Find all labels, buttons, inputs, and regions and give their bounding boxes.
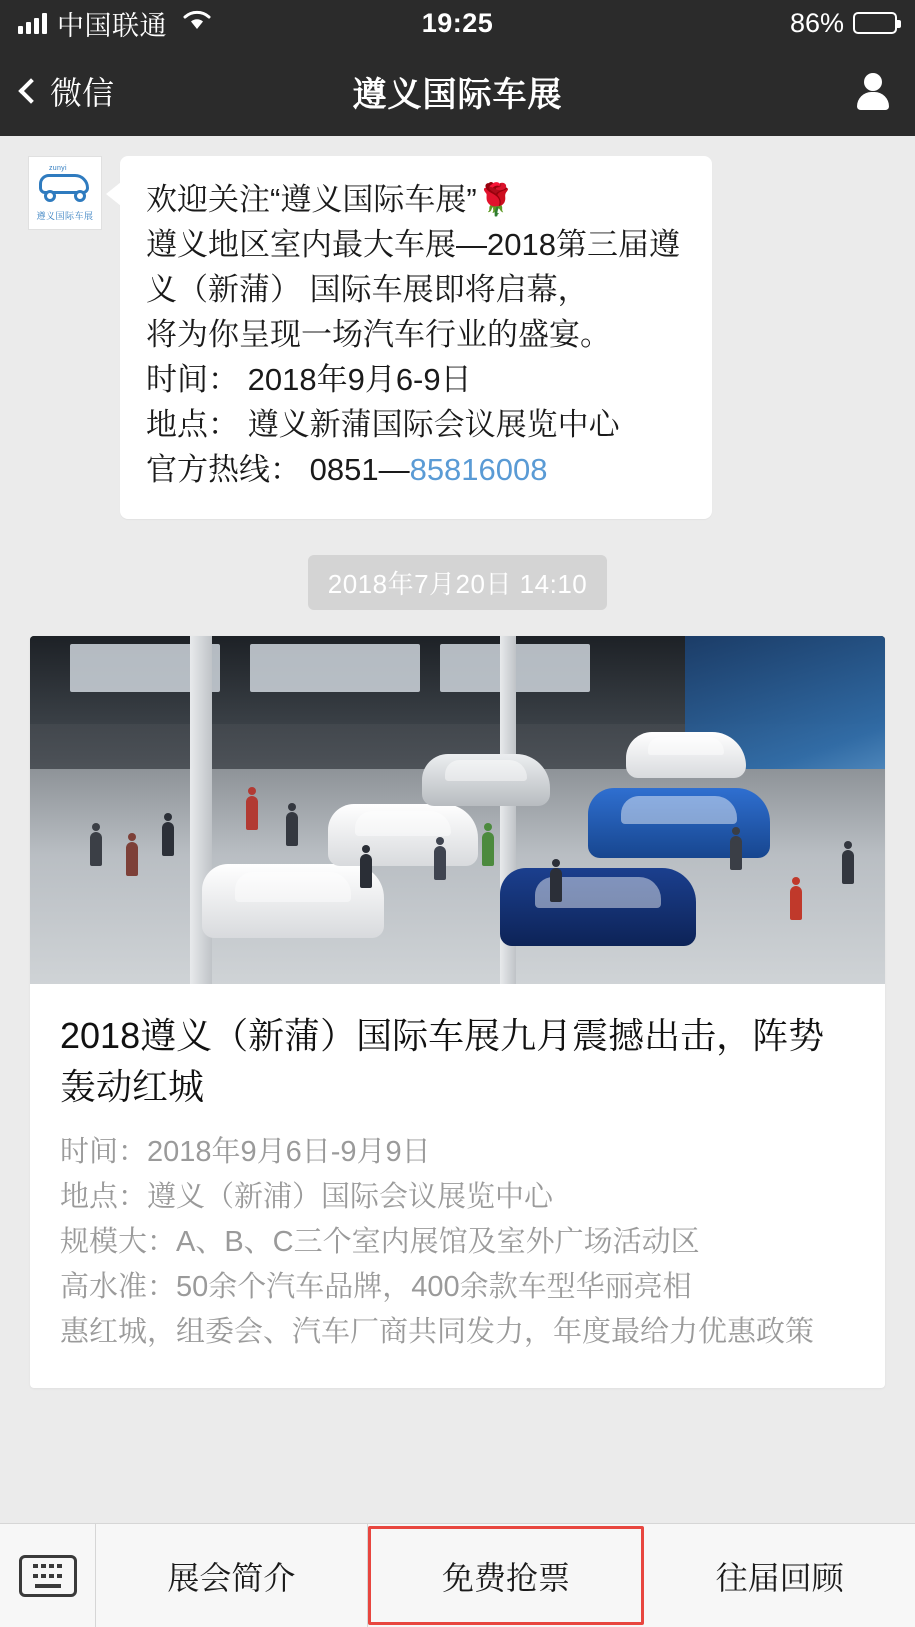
hotline-number-link[interactable]: 85816008: [409, 451, 548, 487]
keyboard-toggle-button[interactable]: [0, 1524, 96, 1627]
article-card[interactable]: [30, 636, 885, 1389]
hotline-label: 官方热线： 0851—: [146, 451, 410, 487]
signal-bars-icon: [18, 12, 47, 34]
menu-item-free-tickets[interactable]: 免费抢票: [368, 1526, 645, 1625]
chat-message-list[interactable]: [0, 136, 915, 1523]
message-row: [0, 156, 915, 519]
back-label: 微信: [50, 75, 115, 111]
battery-percent-label: 86%: [789, 7, 844, 38]
article-body: [30, 984, 885, 1389]
status-clock: 19:25: [421, 7, 494, 38]
article-desc-line-4: 高水准：50余个汽车品牌，400余款车型华丽亮相: [60, 1270, 692, 1303]
menu-item-past-reviews[interactable]: 往届回顾: [715, 1559, 844, 1596]
back-button[interactable]: [22, 68, 114, 114]
bottom-menu-bar: [0, 1523, 915, 1627]
wifi-icon: [181, 8, 213, 39]
article-title: 2018遵义（新蒲）国际车展九月震撼出击，阵势轰动红城: [60, 1014, 825, 1107]
status-bar: [0, 0, 915, 46]
account-logo-icon: [33, 165, 97, 207]
avatar-logo-top-text: zunyi: [49, 164, 67, 172]
page-title: 遵义国际车展: [352, 75, 563, 114]
contact-avatar-icon[interactable]: [853, 71, 893, 111]
text-message-bubble[interactable]: [120, 156, 712, 519]
message-line-3: 将为你呈现一场汽车行业的盛宴。: [146, 316, 611, 352]
message-timestamp: 2018年7月20日 14:10: [308, 555, 608, 610]
avatar-caption: 遵义国际车展: [36, 210, 94, 221]
message-hotline-line: [146, 448, 686, 493]
message-line-5: 地点： 遵义新蒲国际会议展览中心: [146, 406, 620, 442]
status-left: [18, 4, 213, 43]
article-image[interactable]: [30, 636, 885, 984]
timestamp-row: [0, 555, 915, 610]
article-desc-line-1: 时间：2018年9月6日-9月9日: [60, 1135, 431, 1168]
status-right: [790, 8, 897, 39]
carrier-label: 中国联通: [57, 10, 167, 41]
article-desc-line-3: 规模大：A、B、C三个室内展馆及室外广场活动区: [60, 1225, 700, 1258]
battery-icon: [853, 12, 897, 34]
article-desc-line-5: 惠红城，组委会、汽车厂商共同发力，年度最给力优惠政策: [60, 1315, 815, 1348]
keyboard-icon: [19, 1555, 77, 1597]
article-desc-line-2: 地点：遵义（新浦）国际会议展览中心: [60, 1180, 554, 1213]
message-line-2: 遵义地区室内最大车展—2018第三届遵义（新蒲） 国际车展即将启幕，: [146, 226, 680, 307]
message-line-4: 时间： 2018年9月6-9日: [146, 361, 472, 397]
message-line-1: 欢迎关注“遵义国际车展”🌹: [146, 182, 516, 217]
menu-item-intro[interactable]: 展会简介: [96, 1524, 368, 1627]
avatar[interactable]: [28, 156, 102, 230]
navigation-bar: [0, 46, 915, 136]
chevron-left-icon: [18, 78, 43, 103]
